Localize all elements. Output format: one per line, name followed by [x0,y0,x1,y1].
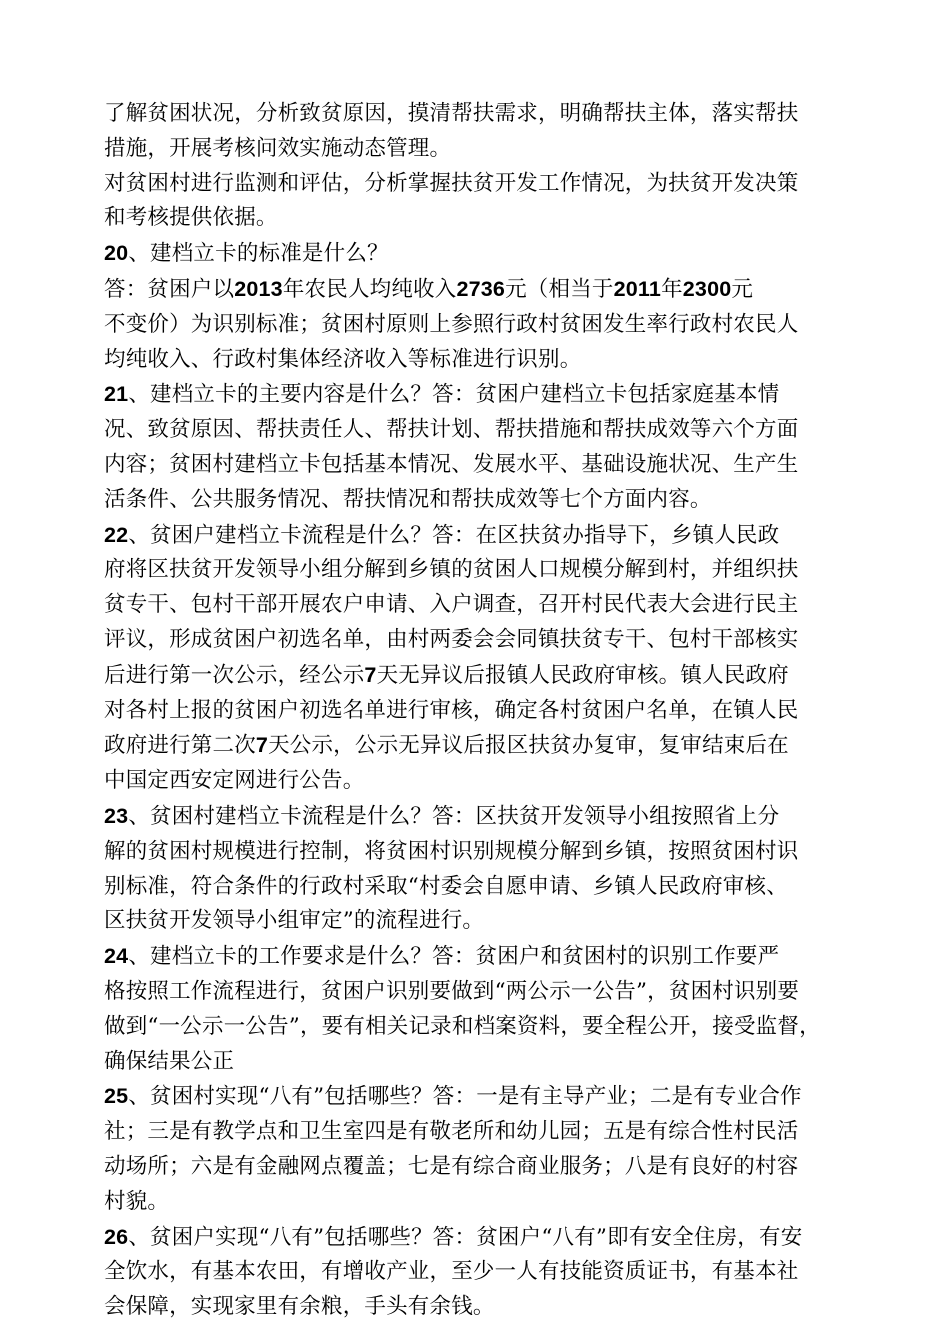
text-line: 全饮水，有基本农田，有增收产业，至少一人有技能资质证书，有基本社 [104,1259,799,1285]
text-line: 解的贫困村规模进行控制，将贫困村识别规模分解到乡镇，按照贫困村识 [104,838,799,864]
paragraph [104,272,856,377]
paragraph [104,236,856,272]
paragraph [104,939,856,1079]
text-line: 均纯收入、行政村集体经济收入等标准进行识别。 [104,346,582,372]
text-line: 格按照工作流程进行，贫困户识别要做到“两公示一公告”，贫困村识别要 [104,978,800,1004]
text-line: 政府进行第二次7天公示，公示无异议后报区扶贫办复审，复审结束后在 [104,733,789,759]
text-line: 村貌。 [104,1188,170,1214]
paragraph [104,377,856,517]
paragraph [104,799,856,939]
text-line: 答：贫困户以2013年农民人均纯收入2736元（相当于2011年2300元 [104,276,754,302]
text-line: 措施，开展考核问效实施动态管理。 [104,135,452,161]
text-line: 府将区扶贫开发领导小组分解到乡镇的贫困人口规模分解到村，并组织扶 [104,557,799,583]
paragraph [104,97,856,167]
text-line: 对贫困村进行监测和评估，分析掌握扶贫开发工作情况，为扶贫开发决策 [104,170,799,196]
text-line: 区扶贫开发领导小组审定”的流程进行。 [104,908,485,934]
paragraph [104,1079,856,1219]
text-line: 活条件、公共服务情况、帮扶情况和帮扶成效等七个方面内容。 [104,486,712,512]
text-line: 做到“一公示一公告”，要有相关记录和档案资料，要全程公开，接受监督， [104,1013,821,1039]
text-line: 贫专干、包村干部开展农户申请、入户调查，召开村民代表大会进行民主 [104,592,799,618]
text-line: 社；三是有教学点和卫生室四是有敬老所和幼儿园；五是有综合性村民活 [104,1119,799,1145]
paragraph [104,518,856,799]
text-line: 22、贫困户建档立卡流程是什么？答：在区扶贫办指导下，乡镇人民政 [104,522,780,548]
text-line: 别标准，符合条件的行政村采取“村委会自愿申请、乡镇人民政府审核、 [104,873,788,899]
text-line: 23、贫困村建档立卡流程是什么？答：区扶贫开发领导小组按照省上分 [104,803,780,829]
text-line: 和考核提供依据。 [104,205,278,231]
text-line: 评议，形成贫困户初选名单，由村两委会会同镇扶贫专干、包村干部核实 [104,626,799,652]
text-line: 25、贫困村实现“八有”包括哪些？答：一是有主导产业；二是有专业合作 [104,1084,802,1110]
text-line: 21、建档立卡的主要内容是什么？答：贫困户建档立卡包括家庭基本情 [104,382,780,408]
text-line: 不变价）为识别标准；贫困村原则上参照行政村贫困发生率行政村农民人 [104,311,799,337]
text-line: 中国定西安定网进行公告。 [104,768,365,794]
text-line: 26、贫困户实现“八有”包括哪些？答：贫困户“八有”即有安全住房，有安 [104,1224,803,1250]
paragraph [104,167,856,237]
text-line: 24、建档立卡的工作要求是什么？答：贫困户和贫困村的识别工作要严 [104,944,780,970]
text-line: 内容；贫困村建档立卡包括基本情况、发展水平、基础设施状况、生产生 [104,451,799,477]
text-line: 后进行第一次公示，经公示7天无异议后报镇人民政府审核。镇人民政府 [104,662,789,688]
paragraph [104,1220,856,1325]
text-line: 会保障，实现家里有余粮，手头有余钱。 [104,1294,495,1320]
text-line: 对各村上报的贫困户初选名单进行审核，确定各村贫困户名单，在镇人民 [104,697,799,723]
document-page [104,97,856,1325]
text-line: 了解贫困状况，分析致贫原因，摸清帮扶需求，明确帮扶主体，落实帮扶 [104,101,799,126]
text-line: 况、致贫原因、帮扶责任人、帮扶计划、帮扶措施和帮扶成效等六个方面 [104,417,799,443]
text-line: 20、建档立卡的标准是什么？ [104,241,389,267]
text-line: 确保结果公正 [104,1048,235,1074]
text-line: 动场所；六是有金融网点覆盖；七是有综合商业服务；八是有良好的村容 [104,1153,799,1179]
